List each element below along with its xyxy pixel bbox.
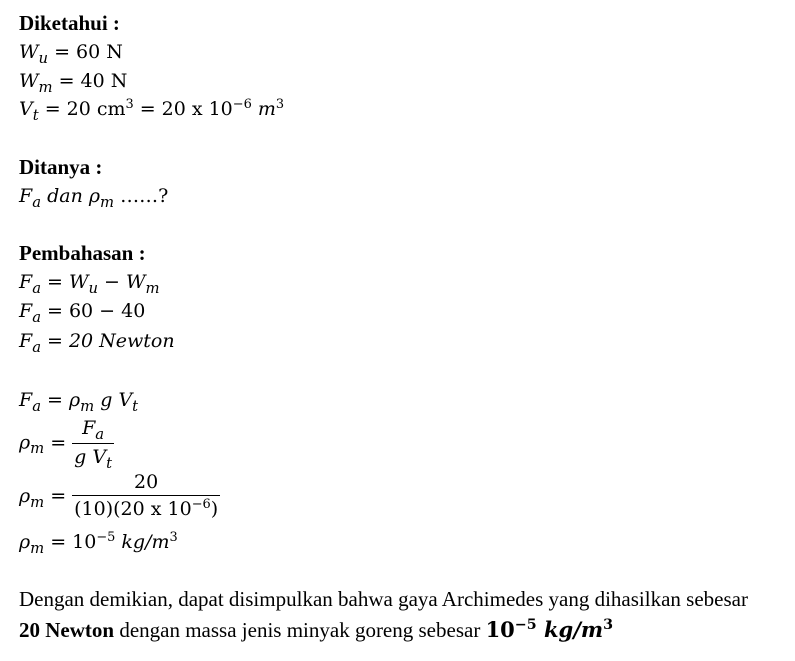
conclusion-line-2 [19,618,613,645]
step-density-formula: $\rho_m$ = $\frac{F_a}{g V_t}$ [19,417,113,472]
known-wm: $W_m = 40$ N [19,70,128,96]
conclusion-line-1: Dengan demikian, dapat disimpulkan bahwa gaya Archimedes yang dihasilkan sebesar [19,587,748,611]
known-vt: $V_t = 20$ $cm^3 = 20$ x $10^{-6}$ $m^3$ [19,96,285,124]
vt-m-value: 20 x 10 [161,98,233,120]
substitution-fraction [72,470,220,524]
vt-exponent: −6 [232,96,252,112]
wm-value: 40 N [80,70,128,92]
step-density-result: $\rho_m = 10^{-5}$ $kg/m^3$ [19,529,178,557]
density-result-exponent: −5 [96,529,116,545]
known-wu: $W_u = 60$ N [19,41,123,67]
conclusion-density-value: $10^{-5}$ $kg/m^3$ [485,617,614,642]
solution-heading: Pembahasan : [19,241,146,265]
vt-cm-value: 20 cm [66,98,126,120]
fa-substitution-value: 60 − 40 [68,300,146,322]
step-fa-substitution: $F_a = 60 - 40$ [19,300,146,326]
asked-dots: ……? [120,185,169,207]
conclusion-force-value: 20 Newton [19,618,115,642]
density-fraction: $\frac{F_a}{g V_t}$ [74,417,113,472]
step-fa-formula: $F_a = W_u - W_m$ [19,271,160,297]
density-result-unit: kg/m [121,531,170,553]
asked-line: $F_a$ dan $\rho_m$ ……? [19,185,169,211]
fraction-denominator: (10)(20 x $10^{-6}$) [72,495,220,524]
fraction-numerator: 20 [134,471,159,493]
conclusion-text: dengan massa jenis minyak goreng sebesar [114,618,486,642]
density-result-base: 10 [72,531,97,553]
known-heading: Diketahui : [19,11,120,35]
step-fa-result: $F_a = 20$ Newton [19,330,175,356]
step-density-substitution: $\rho_m$ = $\frac{20}{(10)(20 x 10^{-6})}$ [19,470,220,524]
wu-value: 60 N [76,41,123,63]
step-buoyancy-formula: $F_a = \rho_m$ g $V_t$ [19,389,139,415]
fa-result-value: 20 Newton [68,330,175,352]
asked-heading: Ditanya : [19,155,103,179]
vt-unit: m [257,98,276,120]
asked-connector: dan [47,185,83,207]
